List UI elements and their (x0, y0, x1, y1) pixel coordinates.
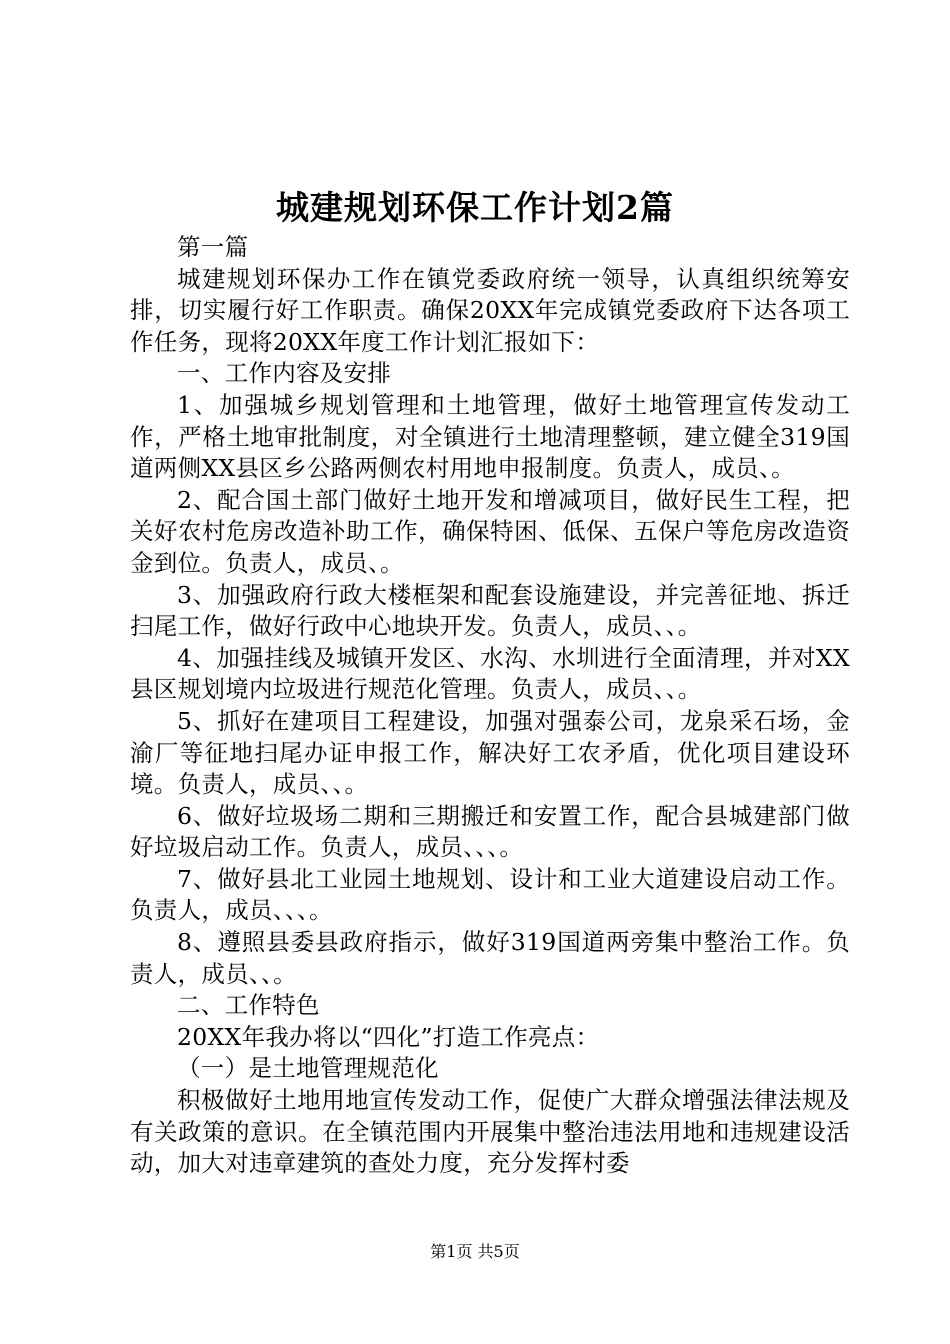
document-body (130, 232, 850, 1180)
paragraph: 20XX年我办将以“四化”打造工作亮点： (177, 1022, 600, 1051)
paragraph: 1、加强城乡规划管理和土地管理，做好土地管理宣传发动工作，严格土地审批制度，对全镇进行土地清理整顿，建立健全319国道两侧XX县区乡公路两侧农村用地申报制度。负责人，成员、。 (130, 390, 850, 483)
paragraph: 4、加强挂线及城镇开发区、水沟、水圳进行全面清理，并对XX县区规划境内垃圾进行规范化管理。负责人，成员、、。 (130, 643, 850, 704)
paragraph: （一）是土地管理规范化 (177, 1054, 439, 1083)
paragraph: 6、做好垃圾场二期和三期搬迁和安置工作，配合县城建部门做好垃圾启动工作。负责人，成员、、、。 (130, 801, 850, 862)
paragraph: 2、配合国土部门做好土地开发和增减项目，做好民生工程，把关好农村危房改造补助工作，确保特困、低保、五保户等危房改造资金到位。负责人，成员、。 (130, 485, 850, 577)
document-title: 城建规划环保工作计划2篇 (276, 188, 674, 227)
paragraph: 二、工作特色 (177, 991, 320, 1020)
paragraph: 8、遵照县委县政府指示，做好319国道两旁集中整治工作。负责人，成员、、。 (130, 928, 850, 988)
paragraph: 第一篇 (177, 233, 249, 261)
paragraph: 城建规划环保办工作在镇党委政府统一领导，认真组织统筹安排，切实履行好工作职责。确保20XX年完成镇党委政府下达各项工作任务，现将20XX年度工作计划汇报如下： (130, 264, 850, 356)
paragraph: 3、加强政府行政大楼框架和配套设施建设，并完善征地、拆迁扫尾工作，做好行政中心地块开发。负责人，成员、、。 (130, 580, 850, 641)
paragraph: 7、做好县北工业园土地规划、设计和工业大道建设启动工作。负责人，成员、、、。 (130, 864, 850, 925)
paragraph: 5、抓好在建项目工程建设，加强对强泰公司，龙泉采石场，金渝厂等征地扫尾办证申报工作，解决好工农矛盾，优化项目建设环境。负责人，成员、、。 (130, 706, 850, 799)
paragraph: 一、工作内容及安排 (177, 359, 392, 388)
page-footer: 第1页 共5页 (430, 1242, 520, 1261)
paragraph: 积极做好土地用地宣传发动工作，促使广大群众增强法律法规及有关政策的意识。在全镇范围内开展集中整治违法用地和违规建设活动，加大对违章建筑的查处力度，充分发挥村委 (130, 1086, 850, 1178)
